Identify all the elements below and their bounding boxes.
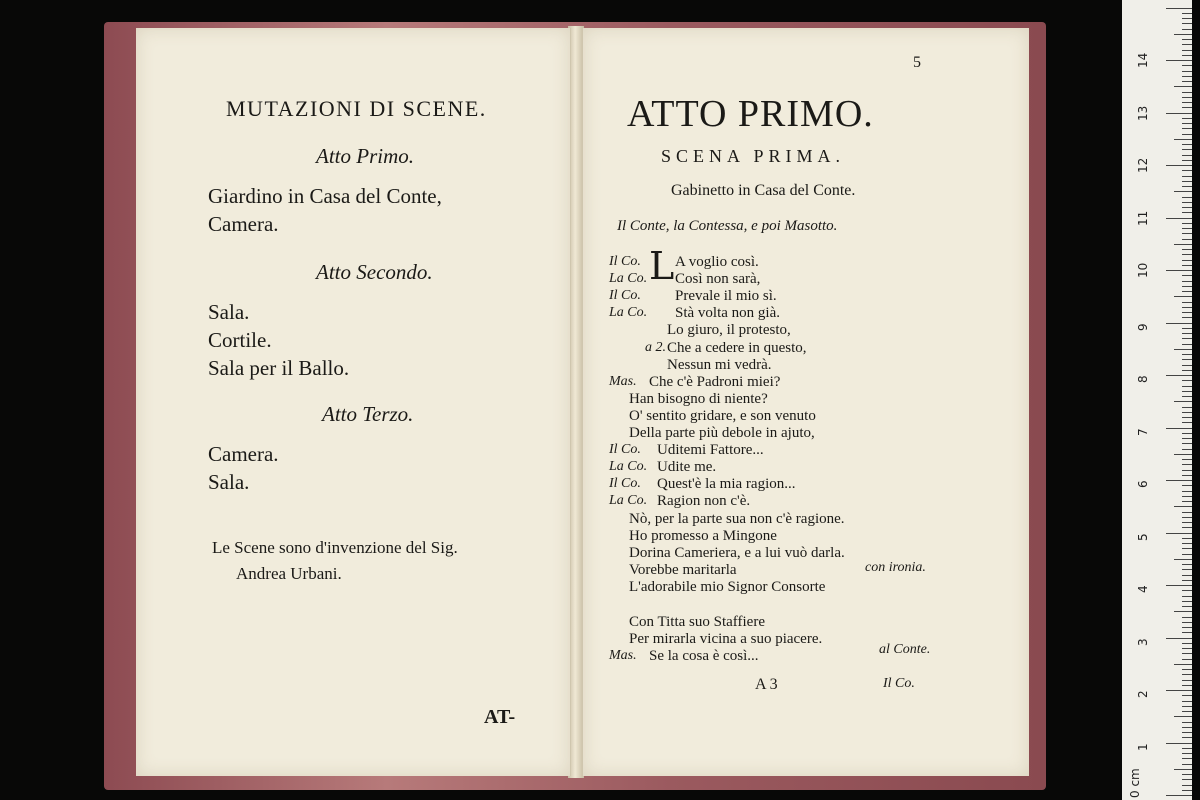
speaker-label: Il Co. bbox=[609, 288, 641, 304]
ruler-tick bbox=[1182, 417, 1192, 418]
ruler-number: 5 bbox=[1136, 532, 1150, 541]
ruler-tick bbox=[1166, 585, 1192, 586]
ruler-tick bbox=[1182, 748, 1192, 749]
ruler-tick bbox=[1174, 506, 1192, 507]
right-page bbox=[582, 28, 1029, 776]
dialogue-line: Ragion non c'è. bbox=[657, 493, 751, 510]
ruler-tick bbox=[1182, 722, 1192, 723]
act-title: ATTO PRIMO. bbox=[627, 93, 874, 135]
scene-setting: Gabinetto in Casa del Conte. bbox=[671, 182, 856, 199]
dialogue-line: Han bisogno di niente? bbox=[629, 390, 768, 407]
scene-item: Sala. bbox=[208, 470, 250, 494]
ruler-tick bbox=[1182, 29, 1192, 30]
ruler-unit-label: 0 cm bbox=[1128, 768, 1142, 798]
ruler-tick bbox=[1182, 254, 1192, 255]
dialogue-line: Uditemi Fattore... bbox=[657, 442, 764, 459]
ruler-tick bbox=[1182, 443, 1192, 444]
ruler-tick bbox=[1182, 354, 1192, 355]
page-title: MUTAZIONI DI SCENE. bbox=[226, 96, 487, 121]
left-page bbox=[136, 28, 571, 776]
ruler-tick bbox=[1174, 716, 1192, 717]
measuring-ruler bbox=[1122, 0, 1192, 800]
ruler-number: 11 bbox=[1136, 210, 1150, 226]
ruler-tick bbox=[1166, 638, 1192, 639]
speaker-label: a 2. bbox=[645, 339, 666, 355]
dialogue-line: L'adorabile mio Signor Consorte bbox=[629, 578, 826, 595]
speaker-label: La Co. bbox=[609, 493, 648, 509]
ruler-tick bbox=[1166, 270, 1192, 271]
ruler-tick bbox=[1182, 170, 1192, 171]
ruler-tick bbox=[1182, 548, 1192, 549]
ruler-tick bbox=[1182, 307, 1192, 308]
ruler-tick bbox=[1174, 244, 1192, 245]
ruler-tick bbox=[1182, 627, 1192, 628]
ruler-tick bbox=[1182, 50, 1192, 51]
ruler-tick bbox=[1182, 102, 1192, 103]
dialogue-line: O' sentito gridare, e son venuto bbox=[629, 407, 816, 424]
ruler-tick bbox=[1182, 18, 1192, 19]
ruler-tick bbox=[1182, 648, 1192, 649]
dialogue-line: Che a cedere in questo, bbox=[667, 339, 807, 356]
ruler-tick bbox=[1182, 659, 1192, 660]
signature-mark: A 3 bbox=[755, 676, 778, 693]
ruler-tick bbox=[1166, 165, 1192, 166]
ruler-tick bbox=[1182, 233, 1192, 234]
dialogue-line: Se la cosa è così... bbox=[649, 648, 759, 665]
ruler-tick bbox=[1182, 606, 1192, 607]
ruler-tick bbox=[1182, 496, 1192, 497]
ruler-tick bbox=[1182, 212, 1192, 213]
ruler-tick bbox=[1166, 533, 1192, 534]
ruler-tick bbox=[1182, 338, 1192, 339]
ruler-tick bbox=[1182, 386, 1192, 387]
stage-direction: al Conte. bbox=[879, 642, 931, 657]
ruler-tick bbox=[1182, 176, 1192, 177]
ruler-tick bbox=[1182, 569, 1192, 570]
ruler-tick bbox=[1182, 328, 1192, 329]
stage-direction: con ironia. bbox=[865, 560, 926, 575]
dialogue-line: Nò, per la parte sua non c'è ragione. bbox=[629, 510, 845, 527]
ruler-tick bbox=[1166, 743, 1192, 744]
catchword: AT- bbox=[484, 706, 516, 728]
dialogue-line: Nessun mi vedrà. bbox=[667, 356, 772, 373]
ruler-number: 9 bbox=[1136, 322, 1150, 331]
dialogue-line: Stà volta non già. bbox=[675, 305, 780, 322]
ruler-tick bbox=[1166, 218, 1192, 219]
scene-heading: SCENA PRIMA. bbox=[661, 146, 846, 166]
ruler-tick bbox=[1182, 333, 1192, 334]
ruler-tick bbox=[1182, 590, 1192, 591]
ruler-tick bbox=[1182, 527, 1192, 528]
ruler-tick bbox=[1182, 643, 1192, 644]
ruler-tick bbox=[1182, 685, 1192, 686]
catchword: Il Co. bbox=[883, 676, 915, 691]
ruler-tick bbox=[1174, 664, 1192, 665]
ruler-tick bbox=[1182, 632, 1192, 633]
ruler-number: 3 bbox=[1136, 637, 1150, 646]
ruler-tick bbox=[1182, 438, 1192, 439]
ruler-tick bbox=[1182, 538, 1192, 539]
ruler-tick bbox=[1182, 543, 1192, 544]
ruler-tick bbox=[1182, 123, 1192, 124]
ruler-tick bbox=[1182, 71, 1192, 72]
ruler-tick bbox=[1182, 160, 1192, 161]
ruler-tick bbox=[1182, 674, 1192, 675]
ruler-tick bbox=[1182, 554, 1192, 555]
ruler-tick bbox=[1182, 517, 1192, 518]
dialogue-line: Che c'è Padroni miei? bbox=[649, 373, 781, 390]
ruler-tick bbox=[1182, 344, 1192, 345]
scene-item: Giardino in Casa del Conte, bbox=[208, 184, 442, 208]
act-heading: Atto Terzo. bbox=[322, 402, 414, 426]
ruler-tick bbox=[1182, 265, 1192, 266]
ruler-tick bbox=[1182, 470, 1192, 471]
ruler-tick bbox=[1182, 23, 1192, 24]
ruler-number: 7 bbox=[1136, 427, 1150, 436]
ruler-tick bbox=[1182, 107, 1192, 108]
ruler-tick bbox=[1182, 695, 1192, 696]
ruler-tick bbox=[1174, 401, 1192, 402]
scene-item: Camera. bbox=[208, 212, 279, 236]
ruler-tick bbox=[1182, 774, 1192, 775]
ruler-tick bbox=[1174, 296, 1192, 297]
ruler-tick bbox=[1182, 260, 1192, 261]
ruler-tick bbox=[1166, 8, 1192, 9]
dialogue-line: Quest'è la mia ragion... bbox=[657, 476, 796, 493]
ruler-tick bbox=[1182, 65, 1192, 66]
ruler-tick bbox=[1182, 155, 1192, 156]
dialogue-line: Così non sarà, bbox=[675, 271, 761, 288]
ruler-tick bbox=[1182, 653, 1192, 654]
ruler-tick bbox=[1182, 207, 1192, 208]
ruler-tick bbox=[1182, 680, 1192, 681]
ruler-tick bbox=[1182, 249, 1192, 250]
speaker-label: Il Co. bbox=[609, 442, 641, 458]
ruler-tick bbox=[1182, 669, 1192, 670]
ruler-tick bbox=[1166, 690, 1192, 691]
ruler-tick bbox=[1182, 380, 1192, 381]
ruler-tick bbox=[1182, 412, 1192, 413]
ruler-tick bbox=[1182, 753, 1192, 754]
dialogue-line: Vorebbe maritarla bbox=[629, 561, 737, 578]
ruler-tick bbox=[1182, 317, 1192, 318]
speaker-label: Mas. bbox=[609, 648, 637, 664]
ruler-tick bbox=[1182, 223, 1192, 224]
ruler-tick bbox=[1182, 391, 1192, 392]
ruler-number: 4 bbox=[1136, 585, 1150, 593]
ruler-tick bbox=[1182, 711, 1192, 712]
ruler-tick bbox=[1182, 359, 1192, 360]
ruler-tick bbox=[1182, 92, 1192, 93]
ruler-tick bbox=[1182, 291, 1192, 292]
act-heading: Atto Secondo. bbox=[316, 260, 433, 284]
ruler-tick bbox=[1182, 790, 1192, 791]
ruler-tick bbox=[1182, 491, 1192, 492]
ruler-tick bbox=[1182, 365, 1192, 366]
ruler-tick bbox=[1182, 522, 1192, 523]
ruler-tick bbox=[1182, 118, 1192, 119]
ruler-number: 8 bbox=[1136, 375, 1150, 383]
dialogue-line: Lo giuro, il protesto, bbox=[667, 322, 791, 339]
speaker-label: Il Co. bbox=[609, 476, 641, 492]
dialogue-line: Della parte più debole in ajuto, bbox=[629, 425, 815, 441]
ruler-tick bbox=[1182, 81, 1192, 82]
ruler-tick bbox=[1182, 144, 1192, 145]
speaker-label: La Co. bbox=[609, 459, 648, 475]
page-number: 5 bbox=[913, 54, 921, 71]
dialogue-line: Con Titta suo Staffiere bbox=[629, 614, 765, 630]
ruler-tick bbox=[1182, 485, 1192, 486]
ruler-tick bbox=[1182, 737, 1192, 738]
ruler-tick bbox=[1182, 580, 1192, 581]
ruler-tick bbox=[1182, 622, 1192, 623]
ruler-tick bbox=[1182, 197, 1192, 198]
ruler-tick bbox=[1182, 464, 1192, 465]
ruler-tick bbox=[1182, 286, 1192, 287]
ruler-tick bbox=[1182, 706, 1192, 707]
dialogue-line: A voglio così. bbox=[675, 254, 759, 270]
dialogue-line: Udite me. bbox=[657, 459, 717, 476]
ruler-tick bbox=[1174, 86, 1192, 87]
ruler-tick bbox=[1182, 275, 1192, 276]
speaker-label: La Co. bbox=[609, 271, 648, 287]
ruler-tick bbox=[1182, 186, 1192, 187]
ruler-tick bbox=[1182, 575, 1192, 576]
ruler-tick bbox=[1182, 202, 1192, 203]
ruler-tick bbox=[1174, 191, 1192, 192]
ruler-tick bbox=[1182, 396, 1192, 397]
ruler-tick bbox=[1166, 113, 1192, 114]
ruler-tick bbox=[1174, 769, 1192, 770]
act-heading: Atto Primo. bbox=[316, 144, 414, 168]
ruler-tick bbox=[1166, 428, 1192, 429]
ruler-tick bbox=[1182, 449, 1192, 450]
speaker-label: La Co. bbox=[609, 305, 648, 321]
ruler-tick bbox=[1182, 422, 1192, 423]
ruler-tick bbox=[1182, 779, 1192, 780]
ruler-tick bbox=[1182, 785, 1192, 786]
ruler-tick bbox=[1174, 139, 1192, 140]
ruler-tick bbox=[1182, 39, 1192, 40]
ruler-tick bbox=[1182, 55, 1192, 56]
ruler-tick bbox=[1182, 239, 1192, 240]
ruler-tick bbox=[1182, 596, 1192, 597]
ruler-tick bbox=[1182, 564, 1192, 565]
ruler-tick bbox=[1166, 323, 1192, 324]
ruler-tick bbox=[1174, 611, 1192, 612]
ruler-number: 2 bbox=[1136, 690, 1150, 698]
ruler-tick bbox=[1182, 181, 1192, 182]
ruler-tick bbox=[1166, 60, 1192, 61]
ruler-tick bbox=[1182, 475, 1192, 476]
ruler-number: 14 bbox=[1136, 52, 1150, 68]
ruler-tick bbox=[1182, 228, 1192, 229]
ruler-tick bbox=[1182, 44, 1192, 45]
ruler-tick bbox=[1174, 349, 1192, 350]
ruler-number: 13 bbox=[1136, 105, 1150, 121]
ruler-tick bbox=[1182, 281, 1192, 282]
ruler-tick bbox=[1182, 512, 1192, 513]
ruler-tick bbox=[1166, 480, 1192, 481]
ruler-number: 6 bbox=[1136, 480, 1150, 488]
ruler-tick bbox=[1182, 601, 1192, 602]
ruler-tick bbox=[1166, 795, 1192, 796]
speaker-label: Mas. bbox=[609, 373, 637, 389]
ruler-number: 1 bbox=[1136, 742, 1150, 751]
ruler-tick bbox=[1182, 459, 1192, 460]
scene-item: Camera. bbox=[208, 442, 279, 466]
ruler-tick bbox=[1182, 764, 1192, 765]
dialogue-line: Prevale il mio sì. bbox=[675, 288, 777, 305]
ruler-tick bbox=[1182, 370, 1192, 371]
ruler-tick bbox=[1182, 76, 1192, 77]
ruler-tick bbox=[1174, 559, 1192, 560]
ruler-tick bbox=[1182, 727, 1192, 728]
ruler-tick bbox=[1174, 34, 1192, 35]
dialogue-line: Per mirarla vicina a suo piacere. bbox=[629, 631, 823, 648]
ruler-tick bbox=[1182, 128, 1192, 129]
scenery-credit-name: Andrea Urbani. bbox=[236, 564, 342, 583]
scene-item: Sala per il Ballo. bbox=[208, 356, 350, 380]
ruler-tick bbox=[1174, 454, 1192, 455]
ruler-number: 10 bbox=[1136, 262, 1150, 278]
character-list: Il Conte, la Contessa, e poi Masotto. bbox=[617, 218, 838, 234]
ruler-tick bbox=[1182, 758, 1192, 759]
ruler-tick bbox=[1182, 617, 1192, 618]
drop-cap: L bbox=[649, 244, 675, 288]
ruler-number: 12 bbox=[1136, 157, 1150, 173]
ruler-tick bbox=[1182, 13, 1192, 14]
ruler-tick bbox=[1182, 732, 1192, 733]
ruler-tick bbox=[1182, 501, 1192, 502]
ruler-tick bbox=[1182, 302, 1192, 303]
ruler-tick bbox=[1166, 375, 1192, 376]
scene-item: Cortile. bbox=[208, 328, 272, 352]
ruler-tick bbox=[1182, 701, 1192, 702]
ruler-tick bbox=[1182, 407, 1192, 408]
speaker-label: Il Co. bbox=[609, 254, 641, 269]
ruler-tick bbox=[1182, 149, 1192, 150]
ruler-tick bbox=[1182, 312, 1192, 313]
ruler-tick bbox=[1182, 97, 1192, 98]
dialogue-line: Dorina Cameriera, e a lui vuò darla. bbox=[629, 544, 845, 561]
scenery-credit: Le Scene sono d'invenzione del Sig. bbox=[212, 538, 458, 557]
ruler-tick bbox=[1182, 433, 1192, 434]
ruler-tick bbox=[1182, 134, 1192, 135]
dialogue-line: Ho promesso a Mingone bbox=[629, 527, 777, 544]
scene-item: Sala. bbox=[208, 300, 250, 324]
